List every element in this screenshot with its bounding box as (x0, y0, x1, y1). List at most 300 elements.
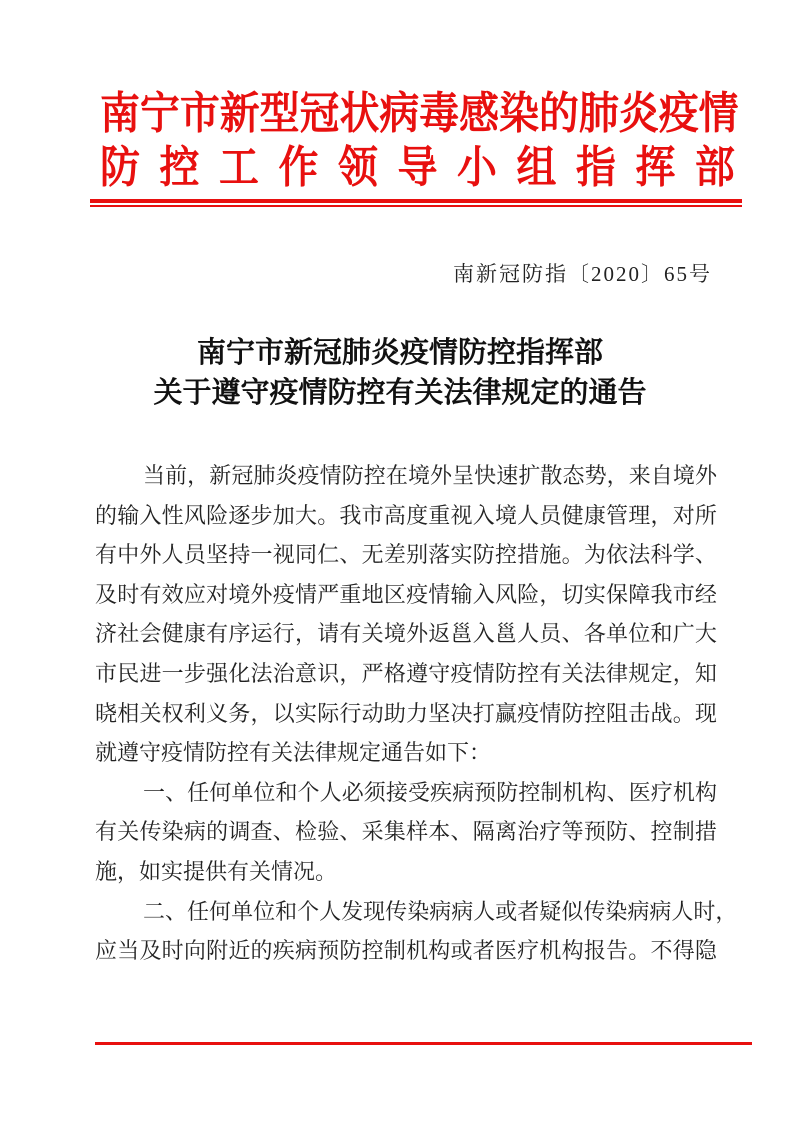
char: 持 (228, 542, 251, 568)
char: 病 (294, 938, 317, 964)
char: 挥 (635, 143, 676, 192)
char: 快 (474, 463, 497, 488)
char: 病 (627, 898, 650, 924)
char: 康 (583, 502, 606, 528)
char: 控 (650, 819, 673, 845)
body-line (95, 535, 717, 575)
char: 控 (363, 463, 386, 488)
char: 坚 (428, 700, 451, 726)
char: 有 (539, 660, 562, 686)
char: ， (250, 700, 273, 726)
char: 进 (139, 660, 162, 686)
char: 隐 (694, 938, 717, 964)
char: 保 (606, 581, 629, 607)
footer-red-line (95, 1042, 752, 1045)
char: 邕 (494, 621, 517, 647)
char: 应 (95, 938, 118, 964)
char: 和 (275, 779, 298, 805)
char: 小 (456, 143, 497, 192)
char: 一 (143, 779, 166, 805)
char: 市 (95, 660, 118, 686)
char: 、 (628, 819, 651, 845)
char: 导 (397, 143, 438, 192)
char: 冠 (231, 463, 254, 488)
char: 必 (341, 779, 364, 805)
char: 。 (628, 938, 651, 964)
char: 识 (317, 660, 340, 686)
char: 自 (650, 463, 673, 488)
char: 医 (628, 779, 651, 805)
char: 关 (561, 660, 584, 686)
char: 、 (339, 542, 362, 568)
char: 行 (272, 621, 295, 647)
char: 对 (672, 502, 695, 528)
body-line (95, 456, 717, 496)
char: 情 (294, 581, 317, 607)
char: 相 (117, 700, 140, 726)
document-title (0, 333, 800, 413)
char: 检 (294, 819, 317, 845)
char: 、 (165, 779, 188, 805)
char: 的 (95, 502, 118, 528)
char: 施 (539, 542, 562, 568)
body-line: 施，如实提供有关情况。 (95, 858, 338, 884)
char: 或 (450, 938, 473, 964)
char: 报 (583, 938, 606, 964)
char: 同 (294, 542, 317, 568)
char: 控 (494, 542, 517, 568)
char: 任 (187, 779, 210, 805)
char: 有 (95, 819, 118, 845)
char: 新 (219, 89, 260, 138)
char: 态 (562, 463, 585, 488)
char: 制 (383, 938, 406, 964)
char: 传 (139, 819, 162, 845)
body-line (95, 496, 717, 536)
char: 化 (228, 660, 251, 686)
char: 构 (584, 779, 607, 805)
char: 助 (383, 700, 406, 726)
char: 情 (319, 463, 342, 488)
char: 仁 (317, 542, 340, 568)
char: 势 (584, 463, 607, 488)
char: 法 (583, 660, 606, 686)
char: 者 (517, 898, 540, 924)
char: 外 (406, 621, 429, 647)
body-line (95, 614, 717, 654)
char: 请 (317, 621, 340, 647)
char: 工 (218, 143, 259, 192)
char: 位 (253, 779, 276, 805)
char: 严 (317, 581, 340, 607)
char: 控 (518, 779, 541, 805)
char: 风 (183, 502, 206, 528)
char: 治 (517, 819, 540, 845)
body-line (95, 773, 717, 813)
char: 员 (539, 621, 562, 647)
char: 市 (672, 581, 695, 607)
char: 严 (361, 660, 384, 686)
document-number: 南新冠防指〔2020〕65号 (453, 262, 712, 286)
body-line (95, 892, 738, 932)
char: 战 (650, 700, 673, 726)
char: 、 (272, 819, 295, 845)
body-line (95, 694, 717, 734)
char: 控 (583, 700, 606, 726)
char: 和 (650, 621, 673, 647)
char: 预 (474, 779, 497, 805)
char: 者 (472, 938, 495, 964)
char: 别 (406, 542, 429, 568)
char: 炎 (275, 463, 298, 488)
char: 机 (672, 779, 695, 805)
char: 及 (139, 938, 162, 964)
char: 时 (161, 938, 184, 964)
char: 所 (694, 502, 717, 528)
char: 、 (450, 819, 473, 845)
char: 疗 (650, 779, 673, 805)
char: 强 (206, 660, 229, 686)
body-line (95, 931, 717, 971)
red-divider-rule (90, 199, 742, 207)
char: ， (339, 660, 362, 686)
char: 的 (206, 819, 229, 845)
char: 隔 (472, 819, 495, 845)
char: 以 (272, 700, 295, 726)
char: 员 (183, 542, 206, 568)
char: 情 (539, 700, 562, 726)
char: 外 (139, 542, 162, 568)
char: 步 (250, 502, 273, 528)
char: 疗 (539, 819, 562, 845)
char: 冠 (299, 89, 340, 138)
char: 单 (231, 898, 254, 924)
char: 病 (649, 898, 672, 924)
char: 位 (628, 621, 651, 647)
char: 染 (407, 898, 430, 924)
char: 疫 (658, 89, 699, 138)
char: 任 (187, 898, 210, 924)
char: 何 (209, 779, 232, 805)
char: 险 (206, 502, 229, 528)
char: 境 (407, 463, 430, 488)
char: 当 (143, 463, 166, 488)
char: 防 (496, 779, 519, 805)
char: 来 (628, 463, 651, 488)
char: 不 (650, 938, 673, 964)
char: 控 (159, 143, 200, 192)
char: 肺 (578, 89, 619, 138)
char: 等 (561, 819, 584, 845)
char: 一 (250, 542, 273, 568)
char: 染 (499, 89, 539, 138)
char: 人 (517, 502, 540, 528)
char: 采 (361, 819, 384, 845)
char: 管 (606, 502, 629, 528)
char: 染 (161, 819, 184, 845)
char: 的 (250, 938, 273, 964)
char: 、 (606, 779, 629, 805)
char: 境 (494, 502, 517, 528)
char: 病 (429, 898, 452, 924)
char: 社 (117, 621, 140, 647)
char: 有 (139, 581, 162, 607)
char: 疫 (406, 581, 429, 607)
char: 单 (231, 779, 254, 805)
char: 宁 (139, 89, 180, 138)
char: 疫 (297, 463, 320, 488)
char: 个 (297, 898, 320, 924)
char: 查 (250, 819, 273, 845)
char: ， (650, 502, 673, 528)
char: 晓 (95, 700, 118, 726)
char: 视 (450, 502, 473, 528)
char: 务 (228, 700, 251, 726)
char: 律 (606, 660, 629, 686)
char: 关 (361, 621, 384, 647)
char: 位 (253, 898, 276, 924)
char: 预 (317, 938, 340, 964)
char: 受 (407, 779, 430, 805)
char: 前 (165, 463, 188, 488)
char: 员 (539, 502, 562, 528)
char: 阻 (606, 700, 629, 726)
char: 领 (337, 143, 378, 192)
char: 疫 (450, 660, 473, 686)
char: 本 (428, 819, 451, 845)
char: 告 (606, 938, 629, 964)
char: 集 (383, 819, 406, 845)
char: 调 (228, 819, 251, 845)
char: 各 (583, 621, 606, 647)
body-line (95, 654, 717, 694)
char: 入 (472, 621, 495, 647)
char: 我 (339, 502, 362, 528)
char: 型 (259, 89, 300, 138)
char: 疫 (517, 700, 540, 726)
char: 入 (472, 581, 495, 607)
char: 预 (583, 819, 606, 845)
char: 民 (117, 660, 140, 686)
char: 染 (605, 898, 628, 924)
char: 学 (672, 542, 695, 568)
char: 防 (341, 463, 364, 488)
char: 病 (183, 819, 206, 845)
char: 性 (161, 502, 184, 528)
char: 医 (494, 938, 517, 964)
char: 击 (628, 700, 651, 726)
title-line-2: 关于遵守疫情防控有关法律规定的通告 (153, 377, 647, 409)
char: 构 (561, 938, 584, 964)
char: 控 (361, 938, 384, 964)
char: 打 (472, 700, 495, 726)
char: 验 (317, 819, 340, 845)
char: 康 (183, 621, 206, 647)
char: 和 (275, 898, 298, 924)
char: 机 (539, 938, 562, 964)
char: 或 (495, 898, 518, 924)
char: 人 (319, 779, 342, 805)
char: 病 (452, 779, 475, 805)
char: 中 (117, 542, 140, 568)
char: 实 (450, 542, 473, 568)
char: 、 (165, 898, 188, 924)
char: 部 (694, 143, 735, 192)
char: 离 (494, 819, 517, 845)
char: 运 (250, 621, 273, 647)
char: 赢 (494, 700, 517, 726)
char: 疗 (517, 938, 540, 964)
char: 发 (341, 898, 364, 924)
char: 对 (206, 581, 229, 607)
char: 似 (561, 898, 584, 924)
char: 防 (100, 143, 140, 192)
char: ， (187, 463, 210, 488)
char: 经 (694, 581, 717, 607)
char: 地 (361, 581, 384, 607)
char: 制 (672, 819, 695, 845)
char: 感 (459, 89, 500, 138)
char: 决 (450, 700, 473, 726)
char: 市 (361, 502, 384, 528)
char: 速 (496, 463, 519, 488)
char: 须 (363, 779, 386, 805)
char: ， (606, 463, 629, 488)
char: 高 (383, 502, 406, 528)
char: 应 (183, 581, 206, 607)
char: 输 (117, 502, 140, 528)
char: 。 (317, 502, 340, 528)
char: 近 (228, 938, 251, 964)
char: 加 (272, 502, 295, 528)
char: 人 (161, 542, 184, 568)
char: 当 (117, 938, 140, 964)
char: 防 (561, 700, 584, 726)
char: 会 (139, 621, 162, 647)
char: 情 (428, 581, 451, 607)
char: 控 (517, 660, 540, 686)
char: 构 (428, 938, 451, 964)
char: 肺 (253, 463, 276, 488)
body-line: 就遵守疫情防控有关法律规定通告如下： (95, 740, 492, 766)
char: 外 (694, 463, 717, 488)
char: 情 (472, 660, 495, 686)
char: 个 (297, 779, 320, 805)
char: 人 (319, 898, 342, 924)
char: 有 (95, 542, 118, 568)
char: 差 (383, 542, 406, 568)
char: 力 (406, 700, 429, 726)
char: 措 (517, 542, 540, 568)
char: 遵 (406, 660, 429, 686)
char: 权 (161, 700, 184, 726)
char: 状 (339, 89, 380, 138)
char: 。 (561, 542, 584, 568)
char: 指 (575, 143, 616, 192)
char: 行 (339, 700, 362, 726)
char: 及 (95, 581, 118, 607)
char: 我 (650, 581, 673, 607)
char: 疾 (430, 779, 453, 805)
char: 理 (628, 502, 651, 528)
char: 法 (628, 542, 651, 568)
char: 南 (100, 89, 140, 138)
char: 境 (672, 463, 695, 488)
char: 关 (117, 819, 140, 845)
char: 。 (672, 700, 695, 726)
char: 样 (406, 819, 429, 845)
char: 步 (183, 660, 206, 686)
char: 毒 (419, 89, 460, 138)
char: 防 (339, 938, 362, 964)
char: 重 (339, 581, 362, 607)
char: 传 (385, 898, 408, 924)
char: 落 (428, 542, 451, 568)
char: 措 (694, 819, 717, 845)
char: 机 (562, 779, 585, 805)
char: 度 (406, 502, 429, 528)
letterhead-line-2 (100, 136, 735, 190)
char: 知 (694, 660, 717, 686)
char: 境 (228, 581, 251, 607)
char: 在 (385, 463, 408, 488)
char: 作 (278, 143, 319, 192)
char: 有 (206, 621, 229, 647)
char: 入 (139, 502, 162, 528)
char: 实 (583, 581, 606, 607)
char: 组 (516, 143, 557, 192)
letterhead (100, 82, 800, 190)
char: 构 (694, 779, 717, 805)
char: 障 (628, 581, 651, 607)
title-line-1: 南宁市新冠肺炎疫情防控指挥部 (196, 337, 603, 369)
char: 输 (450, 581, 473, 607)
char: 接 (385, 779, 408, 805)
char: 扩 (518, 463, 541, 488)
char: 制 (540, 779, 563, 805)
char: 防 (494, 660, 517, 686)
char: 炎 (618, 89, 659, 138)
char: 二 (143, 898, 166, 924)
char: 坚 (206, 542, 229, 568)
char: 病 (451, 898, 474, 924)
char: 动 (361, 700, 384, 726)
char: 险 (517, 581, 540, 607)
char: 重 (428, 502, 451, 528)
char: 治 (272, 660, 295, 686)
char: 散 (540, 463, 563, 488)
char: ， (539, 581, 562, 607)
body-line (95, 575, 717, 615)
char: 时 (693, 898, 716, 924)
char: 情 (698, 89, 739, 138)
char: 新 (209, 463, 232, 488)
char: 有 (339, 621, 362, 647)
char: 无 (361, 542, 384, 568)
char: 邕 (450, 621, 473, 647)
char: 效 (161, 581, 184, 607)
char: 人 (671, 898, 694, 924)
char: 何 (209, 898, 232, 924)
char: 守 (428, 660, 451, 686)
char: 人 (473, 898, 496, 924)
char: 机 (406, 938, 429, 964)
char: 际 (317, 700, 340, 726)
char: 逐 (228, 502, 251, 528)
char: 市 (179, 89, 220, 138)
char: 得 (672, 938, 695, 964)
char: 外 (430, 463, 453, 488)
